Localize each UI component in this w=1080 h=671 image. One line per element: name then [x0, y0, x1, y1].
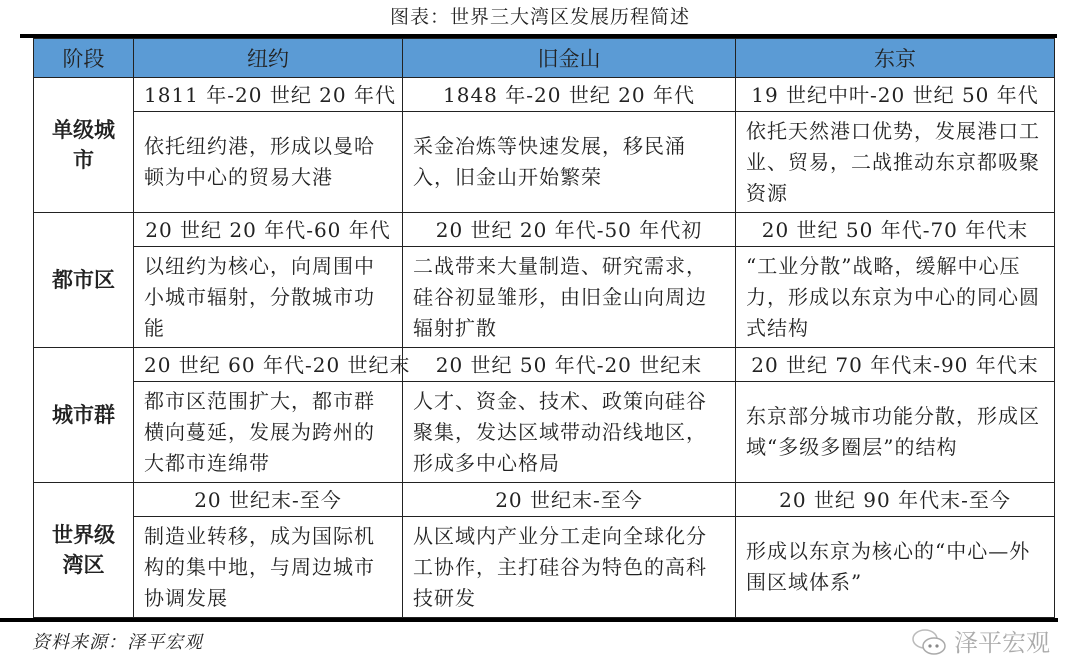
- stage-cell: 单级城市: [34, 78, 134, 213]
- stage-cell: 城市群: [34, 348, 134, 483]
- description-cell: 以纽约为核心，向周围中小城市辐射，分散城市功能: [134, 247, 403, 348]
- period-cell: 1848 年-20 世纪 20 年代: [403, 78, 736, 112]
- period-cell: 20 世纪 90 年代末-至今: [736, 483, 1055, 517]
- description-cell: “工业分散”战略，缓解中心压力，形成以东京为中心的同心圆式结构: [736, 247, 1055, 348]
- period-cell: 20 世纪 20 年代-60 年代: [134, 213, 403, 247]
- header-stage: 阶段: [34, 39, 134, 78]
- description-row: [34, 112, 1055, 213]
- description-cell: 形成以东京为核心的“中心—外围区域体系”: [736, 517, 1055, 618]
- header-san-francisco: 旧金山: [403, 39, 736, 78]
- period-cell: 1811 年-20 世纪 20 年代: [134, 78, 403, 112]
- watermark-text: 泽平宏观: [954, 629, 1050, 657]
- description-cell: 从区域内产业分工走向全球化分工协作，主打硅谷为特色的高科技研发: [403, 517, 736, 618]
- date-row: [34, 78, 1055, 112]
- header-tokyo: 东京: [736, 39, 1055, 78]
- date-row: [34, 213, 1055, 247]
- description-cell: 依托纽约港，形成以曼哈顿为中心的贸易大港: [134, 112, 403, 213]
- description-row: [34, 247, 1055, 348]
- description-cell: 东京部分城市功能分散，形成区域“多级多圈层”的结构: [736, 382, 1055, 483]
- date-row: [34, 483, 1055, 517]
- figure-title: 图表：世界三大湾区发展历程简述: [389, 6, 690, 28]
- period-cell: 20 世纪 70 年代末-90 年代末: [736, 348, 1055, 382]
- date-row: [34, 348, 1055, 382]
- description-cell: 采金冶炼等快速发展，移民涌入，旧金山开始繁荣: [403, 112, 736, 213]
- period-cell: 19 世纪中叶-20 世纪 50 年代: [736, 78, 1055, 112]
- header-new-york: 纽约: [134, 39, 403, 78]
- description-cell: 都市区范围扩大，都市群横向蔓延，发展为跨州的大都市连绵带: [134, 382, 403, 483]
- period-cell: 20 世纪末-至今: [403, 483, 736, 517]
- watermark: [912, 628, 1050, 658]
- period-cell: 20 世纪 50 年代-70 年代末: [736, 213, 1055, 247]
- description-cell: 人才、资金、技术、政策向硅谷聚集，发达区域带动沿线地区，形成多中心格局: [403, 382, 736, 483]
- description-row: [34, 517, 1055, 618]
- description-row: [34, 382, 1055, 483]
- footer: [0, 628, 1050, 658]
- wechat-icon: [912, 628, 948, 658]
- source-note: 资料来源：泽平宏观: [32, 632, 203, 653]
- bottom-rule: [0, 618, 1058, 622]
- period-cell: 20 世纪 50 年代-20 世纪末: [403, 348, 736, 382]
- header-row: [34, 39, 1055, 78]
- period-cell: 20 世纪 60 年代-20 世纪末: [134, 348, 403, 382]
- description-cell: 依托天然港口优势，发展港口工业、贸易，二战推动东京都吸聚资源: [736, 112, 1055, 213]
- stage-cell: 都市区: [34, 213, 134, 348]
- period-cell: 20 世纪 20 年代-50 年代初: [403, 213, 736, 247]
- period-cell: 20 世纪末-至今: [134, 483, 403, 517]
- description-cell: 制造业转移，成为国际机构的集中地，与周边城市协调发展: [134, 517, 403, 618]
- bay-area-table: [33, 38, 1055, 618]
- stage-cell: 世界级湾区: [34, 483, 134, 618]
- description-cell: 二战带来大量制造、研究需求，硅谷初显雏形，由旧金山向周边辐射扩散: [403, 247, 736, 348]
